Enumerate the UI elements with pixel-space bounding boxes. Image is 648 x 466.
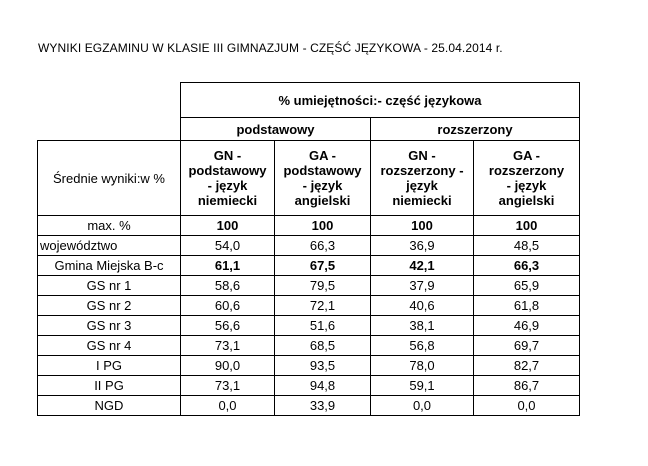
cell-value: 90,0 <box>181 356 275 376</box>
cell-value: 61,1 <box>181 256 275 276</box>
cell-value: 67,5 <box>275 256 371 276</box>
row-label: GS nr 1 <box>38 276 181 296</box>
corner-blank-top <box>38 83 181 118</box>
group-header-basic: podstawowy <box>181 118 371 141</box>
cell-value: 59,1 <box>371 376 474 396</box>
cell-value: 58,6 <box>181 276 275 296</box>
row-label: Gmina Miejska B-c <box>38 256 181 276</box>
row-label: NGD <box>38 396 181 416</box>
cell-value: 66,3 <box>275 236 371 256</box>
cell-value: 100 <box>474 216 580 236</box>
cell-value: 86,7 <box>474 376 580 396</box>
cell-value: 36,9 <box>371 236 474 256</box>
row-label: I PG <box>38 356 181 376</box>
row-header-label: Średnie wyniki:w % <box>38 141 181 216</box>
cell-value: 68,5 <box>275 336 371 356</box>
table-row <box>38 216 580 236</box>
cell-value: 54,0 <box>181 236 275 256</box>
row-label: II PG <box>38 376 181 396</box>
cell-value: 78,0 <box>371 356 474 376</box>
cell-value: 73,1 <box>181 376 275 396</box>
cell-value: 0,0 <box>181 396 275 416</box>
cell-value: 73,1 <box>181 336 275 356</box>
cell-value: 46,9 <box>474 316 580 336</box>
cell-value: 0,0 <box>371 396 474 416</box>
table-row <box>38 316 580 336</box>
row-label: GS nr 4 <box>38 336 181 356</box>
cell-value: 66,3 <box>474 256 580 276</box>
cell-value: 56,6 <box>181 316 275 336</box>
table-body <box>38 216 580 416</box>
results-table <box>37 82 580 416</box>
cell-value: 100 <box>275 216 371 236</box>
table-row <box>38 296 580 316</box>
cell-value: 93,5 <box>275 356 371 376</box>
cell-value: 82,7 <box>474 356 580 376</box>
group-header-extended: rozszerzony <box>371 118 580 141</box>
cell-value: 33,9 <box>275 396 371 416</box>
row-label: GS nr 2 <box>38 296 181 316</box>
row-label: województwo <box>38 236 181 256</box>
cell-value: 48,5 <box>474 236 580 256</box>
column-header-ga-basic: GA - podstawowy - język angielski <box>275 141 371 216</box>
cell-value: 65,9 <box>474 276 580 296</box>
cell-value: 51,6 <box>275 316 371 336</box>
table-row <box>38 376 580 396</box>
cell-value: 60,6 <box>181 296 275 316</box>
row-label: GS nr 3 <box>38 316 181 336</box>
column-header-gn-extended: GN - rozszerzony - język niemiecki <box>371 141 474 216</box>
cell-value: 40,6 <box>371 296 474 316</box>
cell-value: 100 <box>181 216 275 236</box>
cell-value: 61,8 <box>474 296 580 316</box>
column-header-ga-extended: GA - rozszerzony - język angielski <box>474 141 580 216</box>
cell-value: 79,5 <box>275 276 371 296</box>
super-header: % umiejętności:- część językowa <box>181 83 580 118</box>
table-row <box>38 236 580 256</box>
super-header-row <box>38 83 580 118</box>
cell-value: 37,9 <box>371 276 474 296</box>
column-header-row <box>38 141 580 216</box>
document-title: WYNIKI EGZAMINU W KLASIE III GIMNAZJUM - CZĘŚĆ JĘZYKOWA - 25.04.2014 r. <box>38 41 503 55</box>
cell-value: 56,8 <box>371 336 474 356</box>
corner-blank <box>38 118 181 141</box>
cell-value: 42,1 <box>371 256 474 276</box>
column-header-gn-basic: GN - podstawowy - język niemiecki <box>181 141 275 216</box>
cell-value: 100 <box>371 216 474 236</box>
cell-value: 72,1 <box>275 296 371 316</box>
cell-value: 94,8 <box>275 376 371 396</box>
table-row <box>38 256 580 276</box>
table-row <box>38 396 580 416</box>
table-row <box>38 336 580 356</box>
group-header-row <box>38 118 580 141</box>
row-label: max. % <box>38 216 181 236</box>
table-row <box>38 276 580 296</box>
cell-value: 69,7 <box>474 336 580 356</box>
table-row <box>38 356 580 376</box>
cell-value: 0,0 <box>474 396 580 416</box>
cell-value: 38,1 <box>371 316 474 336</box>
